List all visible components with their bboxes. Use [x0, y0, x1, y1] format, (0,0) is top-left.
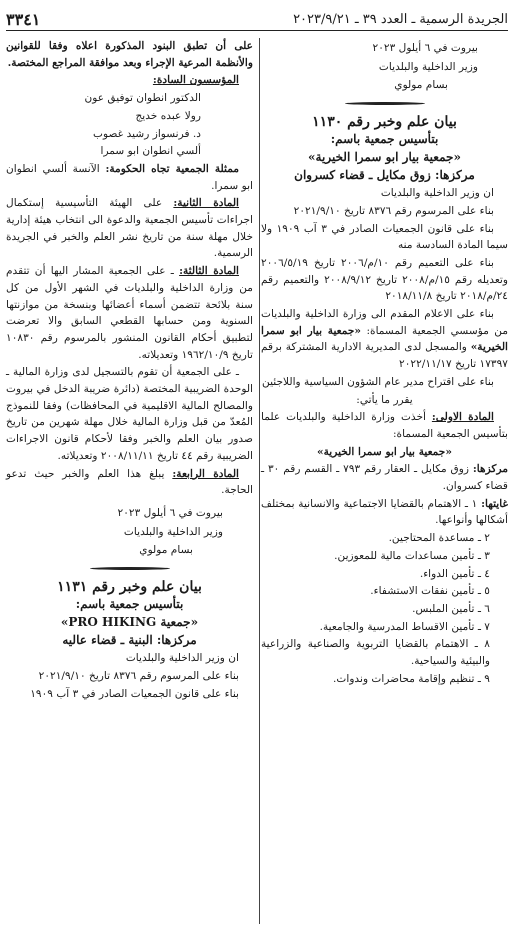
list-item: ٧ ـ تأمين الاقساط المدرسية والجامعية.: [319, 620, 490, 633]
list-item: الدكتور انطوان توفيق عون: [84, 92, 201, 105]
goals: غايتها: ١ ـ الاهتمام بالقضايا الاجتماعية والانسانية بمختلف أشكالها وأنواعها.: [261, 497, 508, 527]
representative: ممثلة الجمعية تجاه الحكومة: الآنسة ألسي انطوان ابو سمرا.: [6, 162, 253, 192]
association-name: «جمعية بيار ابو سمرا الخيرية»: [317, 445, 452, 458]
article-two: المادة الثانية: على الهيئة التأسيسية إستكمال اجراءات تأسيس الجمعية والدعوة الى انتخاب هيئة إدارية خلال مهلة سنة من تاريخ نشر العلم والخبر في الجريدة الرسمية.: [6, 197, 253, 260]
list-item: ٨ ـ الاهتمام بالقضايا التربوية والصناعية والزراعية والبيئية والسياحية.: [261, 638, 490, 668]
list-item: ٢ ـ مساعدة المحتاجين.: [388, 532, 490, 545]
signature-title: وزير الداخلية والبلديات: [378, 60, 478, 73]
paragraph: بناء على المرسوم رقم ٨٣٧٦ تاريخ ٢٠٢١/٩/١٠: [293, 204, 494, 217]
signature-name: بسام مولوي: [139, 544, 193, 557]
goals-list: [261, 530, 508, 687]
paragraph: بناء على اقتراح مدير عام الشؤون السياسية واللاجئين: [262, 375, 494, 388]
paragraph: على أن تطبق البنود المذكورة اعلاه وفقا للقوانين والأنظمة المرعية الإجراء وبعد موافقة المراجع المختصة.: [6, 40, 253, 69]
article-four: المادة الرابعة: يبلغ هذا العلم والخبر حيث تدعو الحاجة.: [6, 467, 253, 497]
section-divider: [90, 567, 170, 570]
column-divider: [259, 38, 260, 924]
association-hq: مركزها: البنية ـ قضاء عاليه: [62, 633, 197, 648]
paragraph: بناء على المرسوم رقم ٨٣٧٦ تاريخ ٢٠٢١/٩/١٠: [38, 669, 239, 682]
list-item: ألسي انطوان ابو سمرا: [100, 145, 201, 158]
association-hq: مركزها: زوق مكايل ـ العقار رقم ٧٩٣ ـ القسم رقم ٣٠ ـ قضاء كسروان.: [261, 463, 508, 493]
list-item: رولا عبده خديج: [135, 109, 201, 122]
association-name: «جمعية بيار ابو سمرا الخيرية»: [308, 150, 461, 165]
list-item: ٤ ـ تأمين الدواء.: [419, 567, 490, 580]
paragraph: بناء على قانون الجمعيات الصادر في ٣ آب ١٩٠٩: [30, 687, 239, 700]
page-number: ٣٣٤١: [6, 9, 41, 29]
paragraph: بناء على قانون الجمعيات الصادر في ٣ آب ١٩٠٩ ولا سيما المادة السادسة منه: [261, 222, 508, 252]
list-item: ٩ ـ تنظيم وإقامة محاضرات وندوات.: [333, 672, 490, 685]
notice-title: بيان علم وخبر رقم ١١٣٠: [312, 114, 457, 131]
left-column: [6, 38, 253, 926]
list-item: ٣ ـ تأمين مساعدات مالية للمعوزين.: [334, 549, 490, 562]
founders-heading: المؤسسون السادة:: [152, 74, 239, 87]
list-item: ٦ ـ تأمين الملبس.: [412, 602, 490, 615]
signature-name: بسام مولوي: [394, 79, 448, 92]
decision-heading: يقرر ما يأتي:: [356, 393, 413, 406]
list-item: ٥ ـ تأمين نفقات الاستشفاء.: [370, 585, 490, 598]
signature-place-date: بيروت في ٦ أيلول ٢٠٢٣: [117, 506, 223, 519]
article-three: المادة الثالثة: ـ على الجمعية المشار اليها أن تتقدم من وزارة الداخلية والبلديات في الشهر الأول من كل سنة بلائحة تتضمن أسماء أعضائها وبنسخة من موازنتها السنوية ومن حسابها القطعي السابق والا تعرضت لتطبيق أحكام القانون المنشور بالمرسوم رقم ١٠٨٣٠ تاريخ ١٩٦٢/١٠/٩ وتعديلاته.: [6, 265, 253, 361]
paragraph: بناء على الاعلام المقدم الى وزارة الداخلية والبلديات من مؤسسي الجمعية المسماة: «جمعية بيار ابو سمرا الخيرية» والمسجل لدى المديرية الادارية المشتركة برقم ١٧٣٩٧ تاريخ ٢٠٢٢/١١/١٧: [261, 308, 508, 371]
paragraph: بناء على التعميم رقم ١٠/م/٢٠٠٦ تاريخ ٢٠٠٦/٥/١٩ وتعديله رقم ١٥/م/٢٠٠٨ تاريخ ٢٠٠٨/٩/١٢ والتعميم رقم ٢٤/م/٢٠١٨ تاريخ ٢٠١٨/١١/٨: [261, 256, 508, 303]
association-name: «جمعية PRO HIKING»: [60, 615, 199, 630]
founders-list: [6, 90, 253, 160]
paragraph: ـ على الجمعية أن تقوم بالتسجيل لدى وزارة المالية ـ الوحدة الضريبية المختصة (دائرة ضريبة الدخل في بيروت والمصالح المالية الاقليمية في المحافظات) وفقا للنموذج المُعدّ من قبل وزارة المالية خلال مهلة شهرين من تاريخ صدور بيان العلم والخبر وفقا لأحكام قانون الاجراءات الضريبية رقم ٤٤ تاريخ ٢٠٠٨/١١/١١ وتعديلاته.: [6, 366, 253, 462]
section-divider: [345, 102, 425, 105]
notice-title: بيان علم وخبر رقم ١١٣١: [57, 579, 202, 596]
article-one: المادة الاولى: أخذت وزارة الداخلية والبلديات علما بتأسيس الجمعية المسماة:: [261, 411, 508, 440]
gazette-issue-title: الجريدة الرسمية ـ العدد ٣٩ ـ ٢٠٢٣/٩/٢١: [293, 11, 508, 27]
notice-subtitle: بتأسيس جمعية باسم:: [75, 597, 184, 612]
right-column: [261, 38, 508, 926]
page-header: [6, 8, 508, 31]
signature-place-date: بيروت في ٦ أيلول ٢٠٢٣: [372, 42, 478, 54]
paragraph: ان وزير الداخلية والبلديات: [380, 187, 494, 200]
notice-subtitle: بتأسيس جمعية باسم:: [330, 132, 439, 147]
signature-title: وزير الداخلية والبلديات: [123, 525, 223, 538]
list-item: د. فرنسواز رشيد غصوب: [93, 127, 201, 140]
paragraph: ان وزير الداخلية والبلديات: [125, 652, 239, 665]
association-hq: مركزها: زوق مكايل ـ قضاء كسروان: [294, 168, 475, 183]
